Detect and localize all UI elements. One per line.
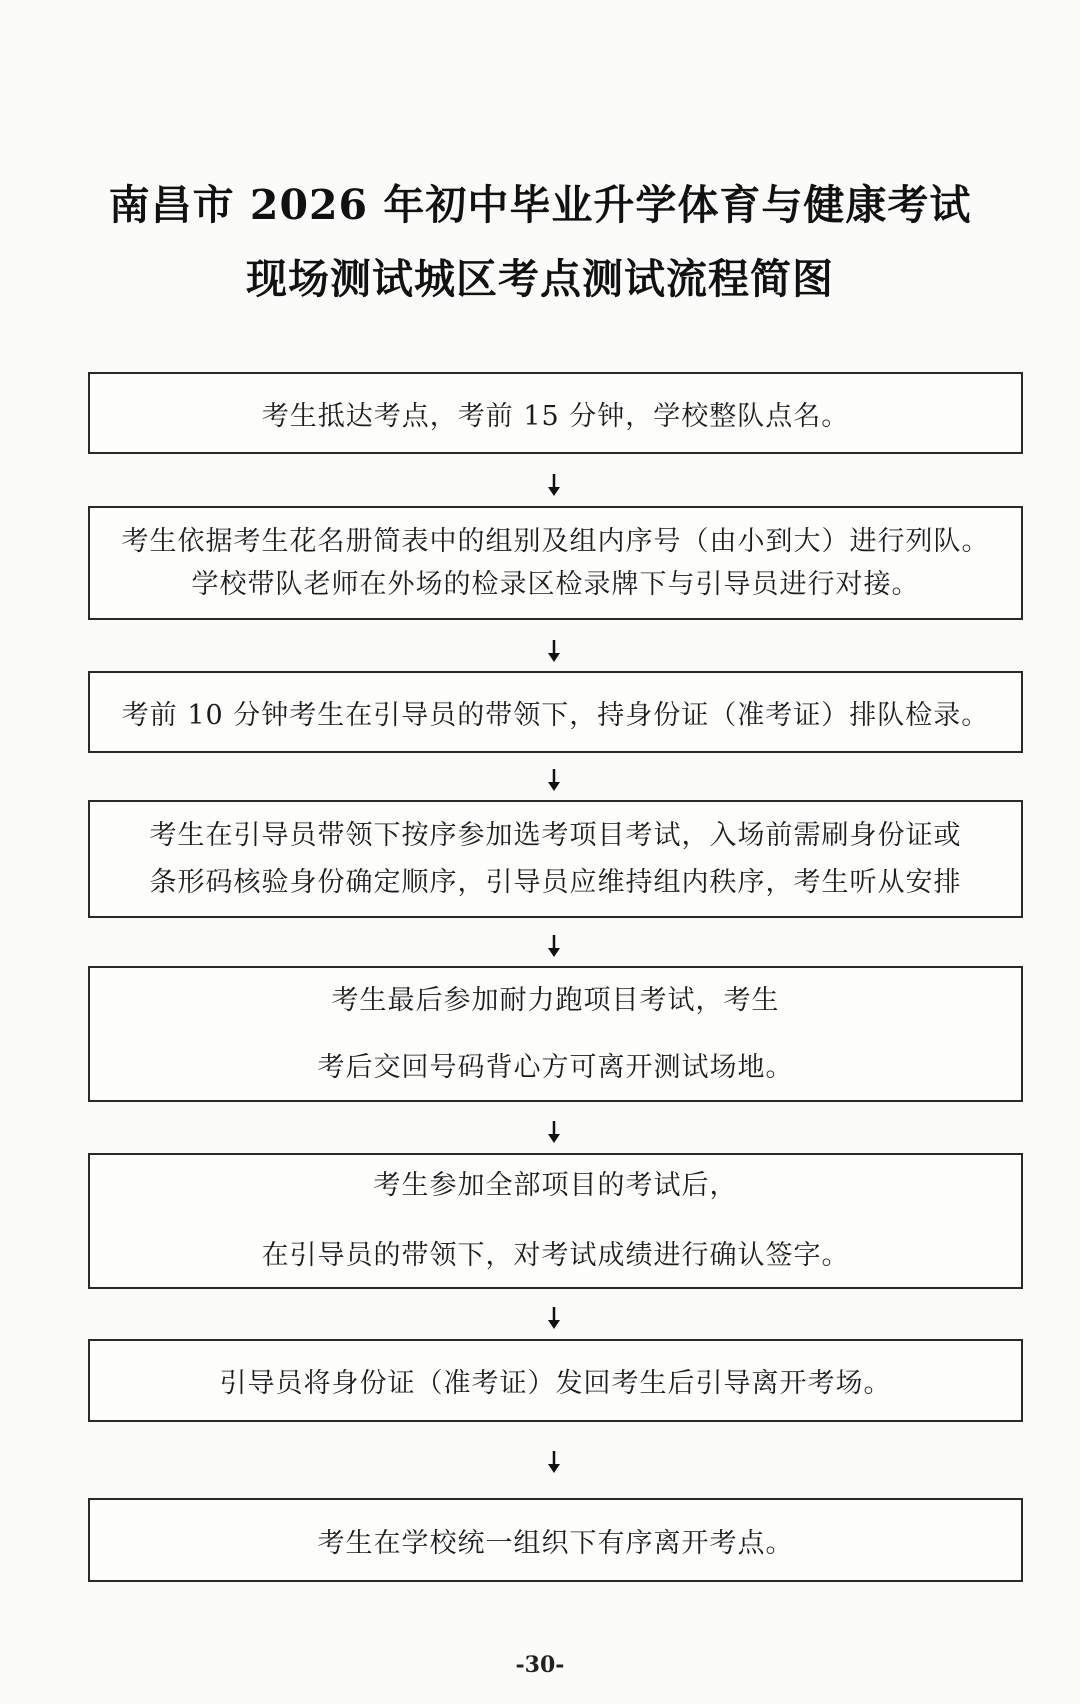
step-8-box bbox=[88, 1498, 1023, 1582]
step-4-line-2: 条形码核验身份确定顺序，引导员应维持组内秩序，考生听从安排 bbox=[149, 867, 962, 898]
step-2-box bbox=[88, 506, 1023, 620]
step-5-box bbox=[88, 966, 1023, 1102]
step-1-box bbox=[88, 372, 1023, 454]
step-4-box bbox=[88, 800, 1023, 918]
step-3-box bbox=[88, 671, 1023, 753]
step-2-line-1: 考生依据考生花名册简表中的组别及组内序号（由小到大）进行列队。 bbox=[121, 525, 990, 557]
step-5-line-2: 考后交回号码背心方可离开测试场地。 bbox=[317, 1052, 794, 1083]
arrow-down-icon bbox=[541, 472, 567, 498]
step-5-line-1: 考生最后参加耐力跑项目考试，考生 bbox=[331, 984, 780, 1016]
step-8-line-1: 考生在学校统一组织下有序离开考点。 bbox=[317, 1527, 794, 1559]
arrow-down-icon bbox=[541, 767, 567, 793]
arrow-down-icon bbox=[541, 1449, 567, 1475]
step-1-line-1: 考生抵达考点，考前 15 分钟，学校整队点名。 bbox=[261, 400, 850, 432]
step-2-line-2: 学校带队老师在外场的检录区检录牌下与引导员进行对接。 bbox=[191, 569, 920, 600]
arrow-down-icon bbox=[541, 933, 567, 959]
step-6-line-1: 考生参加全部项目的考试后， bbox=[373, 1169, 738, 1201]
arrow-down-icon bbox=[541, 638, 567, 664]
step-6-line-2: 在引导员的带领下，对考试成绩进行确认签字。 bbox=[261, 1240, 850, 1271]
step-7-line-1: 引导员将身份证（准考证）发回考生后引导离开考场。 bbox=[219, 1368, 892, 1399]
step-3-line-1: 考前 10 分钟考生在引导员的带领下，持身份证（准考证）排队检录。 bbox=[121, 699, 990, 731]
page-number: -30- bbox=[515, 1652, 565, 1678]
arrow-down-icon bbox=[541, 1305, 567, 1331]
title-line-2: 现场测试城区考点测试流程简图 bbox=[246, 255, 834, 303]
title-line-1: 南昌市 2026 年初中毕业升学体育与健康考试 bbox=[108, 181, 972, 229]
step-6-box bbox=[88, 1153, 1023, 1289]
step-4-line-1: 考生在引导员带领下按序参加选考项目考试，入场前需刷身份证或 bbox=[149, 819, 962, 851]
step-7-box bbox=[88, 1339, 1023, 1422]
arrow-down-icon bbox=[541, 1119, 567, 1145]
